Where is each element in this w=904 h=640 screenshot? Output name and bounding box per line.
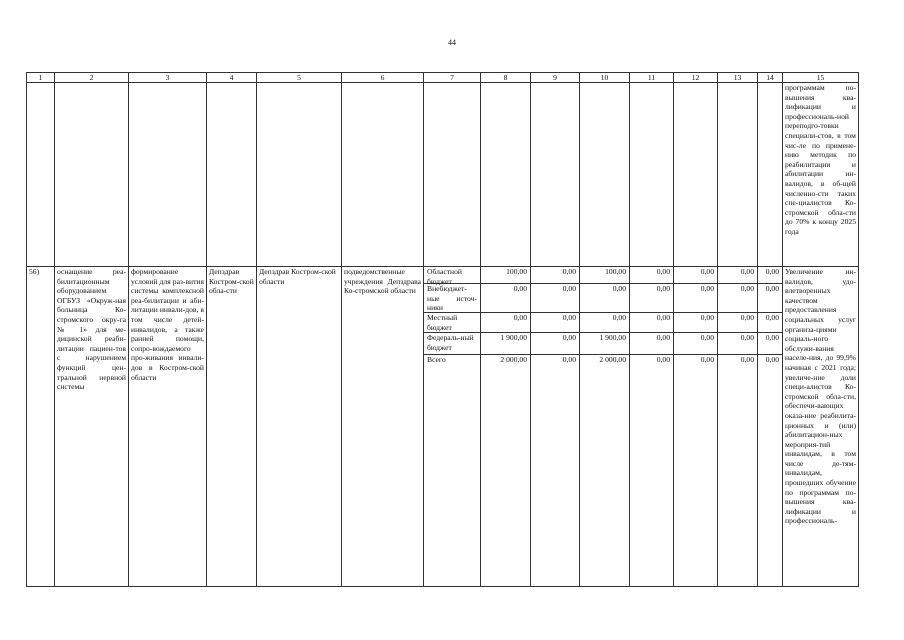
amount-cell: 0,00 (700, 355, 714, 364)
amount-cell: 0,00 (531, 333, 579, 355)
col-header: 3 (129, 73, 207, 83)
amount-cell: 0,00 (674, 313, 717, 333)
funding-sources (424, 267, 480, 365)
amount-cell: 0,00 (562, 355, 576, 364)
amount-column (630, 267, 673, 365)
column-number-row (27, 73, 859, 83)
measure-name: оснащение реа-билитационным оборудованием ОГБУЗ «Окруж-ная больница Ко-стромского окру-га № 1» для ме-дицинской реаби-литации пациен-тов с нарушением функций цен-тральной нервной системы (55, 267, 129, 587)
participants: подведомственные учреждения Депздрава Ко-стромской области (342, 267, 424, 587)
amount-cell: 0,00 (718, 313, 757, 333)
amount-cell: 0,00 (630, 284, 673, 313)
amount-cell: 0,00 (758, 267, 782, 284)
page-number: 44 (448, 38, 456, 47)
col-header: 14 (758, 73, 783, 83)
col-header: 11 (630, 73, 674, 83)
amount-cell: 0,00 (674, 267, 717, 284)
amount-cell: 0,00 (758, 284, 782, 313)
amount-column (674, 267, 717, 365)
amount-cell: 100,00 (580, 267, 629, 284)
row-number: 56) (27, 267, 55, 587)
amount-cell: 0,00 (531, 313, 579, 333)
amount-cell: 0,00 (674, 333, 717, 355)
coexecutor: Депздрав Костром-ской области (257, 267, 342, 587)
amount-cell: 2 000,00 (500, 355, 527, 364)
amount-cell: 0,00 (656, 355, 670, 364)
measures-table (26, 72, 859, 587)
amount-column (531, 267, 579, 365)
col-header: 8 (481, 73, 531, 83)
amount-cell: 0,00 (674, 284, 717, 313)
amount-cell: 0,00 (740, 355, 754, 364)
col-header: 13 (718, 73, 758, 83)
amount-cell: 1 900,00 (481, 333, 530, 355)
source-label: Всего (427, 355, 446, 364)
responsible-executor: Депздрав Костром-ской обла-сти (207, 267, 257, 587)
amount-cell: 0,00 (481, 284, 530, 313)
amount-cell: 0,00 (531, 284, 579, 313)
amount-cell: 0,00 (765, 355, 779, 364)
col-header: 4 (207, 73, 257, 83)
col-header: 9 (531, 73, 580, 83)
col-header: 1 (27, 73, 55, 83)
col-header: 10 (580, 73, 630, 83)
col-header: 12 (674, 73, 718, 83)
amount-column (580, 267, 629, 365)
amount-cell: 0,00 (481, 313, 530, 333)
measure-goal: формирование условий для раз-вития системы комплексной реа-билитации и аби-литации инвали-дов, в том числе детей-инвалидов, а также ранней помощи, сопро-вождаемого про-живания инвали-дов в Костром-ской области (129, 267, 207, 587)
source-label: Внебюджет-ные источ-ники (424, 284, 480, 313)
amount-column (758, 267, 782, 365)
amount-cell: 0,00 (630, 313, 673, 333)
expected-result: Увеличение ин-валидов, удо-влетворенных качеством предоставления социальных услуг организа-циями социаль-ного обслужи-вания населе-ния, до 99,9% начиная с 2021 года; увеличе-ние доли специ-алистов Ко-стромской обла-сти, обеспечи-вающих оказа-ние реабилита-ционных и (или) абилитацион-ных мероприя-тий инвалидам, в том числе де-тям-инвалидам, прошедших обучение по программам по-вышения ква-лификации и профессиональ- (783, 267, 859, 587)
col-header: 7 (424, 73, 481, 83)
table-row (27, 267, 859, 587)
amount-cell: 0,00 (758, 313, 782, 333)
amount-cell: 0,00 (630, 267, 673, 284)
amount-cell: 0,00 (718, 284, 757, 313)
col-header: 5 (257, 73, 342, 83)
continuation-row (27, 83, 859, 267)
col-header: 2 (55, 73, 129, 83)
col-header: 15 (783, 73, 859, 83)
amount-cell: 1 900,00 (580, 333, 629, 355)
amount-cell: 0,00 (630, 333, 673, 355)
amount-cell: 0,00 (718, 267, 757, 284)
amount-cell: 0,00 (580, 313, 629, 333)
source-label: Местный бюджет (424, 313, 480, 333)
source-label: Федераль-ный бюджет (424, 333, 480, 355)
amount-cell: 0,00 (718, 333, 757, 355)
amount-cell: 2 000,00 (599, 355, 626, 364)
col-header: 6 (342, 73, 424, 83)
amount-column (718, 267, 757, 365)
amount-cell: 0,00 (758, 333, 782, 355)
amount-cell: 0,00 (531, 267, 579, 284)
amount-cell: 100,00 (481, 267, 530, 284)
source-label: Областной бюджет (424, 267, 480, 284)
continuation-text: программам по-вышения ква-лификации и профессиональ-ной переподго-товки специали-стов, в том чис-ле по примене-нию методик по реабилитации и абилитации ин-валидов, в об-щей численно-сти таких спе-циалистов Ко-стромской обла-сти до 70% к концу 2025 года (783, 83, 859, 267)
amount-cell: 0,00 (580, 284, 629, 313)
amount-column (481, 267, 530, 365)
